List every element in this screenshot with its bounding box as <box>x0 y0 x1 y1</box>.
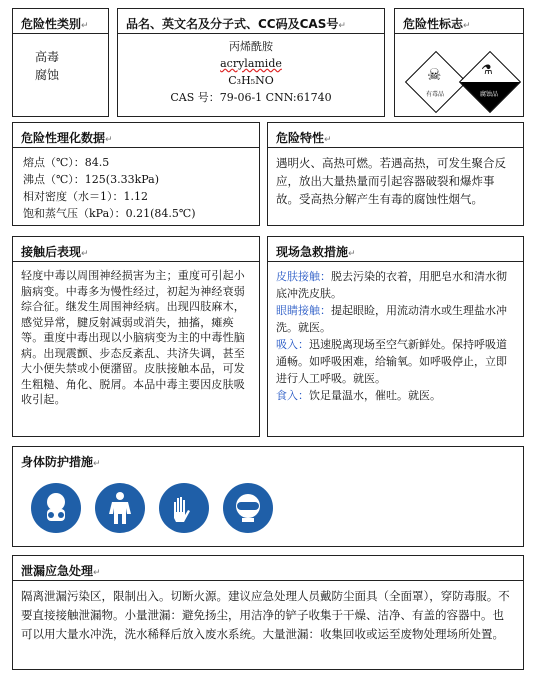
spill-text: 隔离泄漏污染区，限制出入。切断火源。建议应急处理人员戴防尘面具（全面罩），穿防毒服。不要直接接触泄漏物。小量泄漏：避免扬尘，用洁净的铲子收集于干燥、洁净、有盖的容器中。也可以用大量水冲洗，洗水稀释后放入废水系统。大量泄漏：收集回收或运至废物处理场所处置。 <box>21 589 510 641</box>
physchem-box: 危险性理化数据↵ 熔点（℃）：84.5 沸点（℃）：125(3.33kPa) 相对密度（水＝1）：1.12 饱和蒸气压（kPa）：0.21(84.5℃) <box>12 122 260 226</box>
physchem-row: 饱和蒸气压（kPa）：0.21(84.5℃) <box>23 207 196 220</box>
exposure-title: 接触后表现 <box>21 245 82 259</box>
physchem-row: 熔点（℃）：84.5 <box>23 156 110 169</box>
product-box: 品名、英文名及分子式、CC码及CAS号↵ 丙烯酰胺 acrylamide C₃H₅NO CAS 号：79-06-1 CNN:61740 <box>117 8 385 117</box>
first-aid-item: 吸入：迅速脱离现场至空气新鲜处。保持呼吸道通畅。如呼吸困难，给输氧。如呼吸停止，立即进行人工呼吸。就医。 <box>276 338 507 385</box>
product-title: 品名、英文名及分子式、CC码及CAS号 <box>126 17 339 31</box>
hazard-mark-title: 危险性标志 <box>403 17 464 31</box>
hazard-class-box: 危险性类别↵ 高毒 腐蚀 <box>12 8 109 117</box>
corrosive-sign-icon: ⚗ 腐蚀品 <box>459 51 519 111</box>
first-aid-item: 眼睛接触：提起眼睑，用流动清水或生理盐水冲洗。就医。 <box>276 304 507 334</box>
hazard-props-box: 危险特性↵ 遇明火、高热可燃。若遇高热，可发生聚合反应，放出大量热量而引起容器破裂和爆炸事故。受高热分解产生有毒的腐蚀性烟气。 <box>267 122 524 226</box>
physchem-title: 危险性理化数据 <box>21 131 106 145</box>
goggles-icon <box>223 483 273 533</box>
first-aid-label: 吸入： <box>276 338 309 351</box>
gloves-icon <box>159 483 209 533</box>
hazard-mark-box: 危险性标志↵ ☠ 有毒品 ⚗ 腐蚀品 <box>394 8 524 117</box>
protective-suit-icon <box>95 483 145 533</box>
hazard-class-item: 高毒 <box>35 50 60 64</box>
exposure-box: 接触后表现↵ 轻度中毒以周围神经损害为主；重度可引起小脑病变。中毒多为慢性经过，初起为神经衰弱综合征。继发生周围神经病。出现四肢麻木，感觉异常，腱反射减弱或消失，抽搐，瘫痪等。重度中毒出现以小脑病变为主的中毒性脑病。出现震颤、步态反紊乱、共济失调，甚至大小便失禁或小便潴留。皮肤接触本品，可发生粗糙、角化、脱屑。本品中毒主要因皮肤吸收引起。 <box>12 236 260 437</box>
respirator-icon <box>31 483 81 533</box>
toxic-sign-icon: ☠ 有毒品 <box>405 51 465 111</box>
product-name-en: acrylamide <box>220 57 282 70</box>
physchem-row: 沸点（℃）：125(3.33kPa) <box>23 173 160 186</box>
first-aid-box: 现场急救措施↵ 皮肤接触：脱去污染的衣着，用肥皂水和清水彻底冲洗皮肤。 眼睛接触：提起眼睑，用流动清水或生理盐水冲洗。就医。 吸入：迅速脱离现场至空气新鲜处。保持呼吸道通畅。如呼吸困难，给输氧。如呼吸停止，立即进行人工呼吸。就医。 食入：饮足量温水，催吐。就医。 <box>267 236 524 437</box>
first-aid-label: 眼睛接触： <box>276 304 331 317</box>
first-aid-label: 食入： <box>276 389 309 402</box>
ppe-title: 身体防护措施 <box>21 455 94 469</box>
product-name-cn: 丙烯酰胺 <box>229 40 273 53</box>
hazard-class-item: 腐蚀 <box>35 68 60 82</box>
hazard-props-title: 危险特性 <box>276 131 325 145</box>
physchem-row: 相对密度（水＝1）：1.12 <box>23 190 148 203</box>
exposure-text: 轻度中毒以周围神经损害为主；重度可引起小脑病变。中毒多为慢性经过，初起为神经衰弱综合征。继发生周围神经病。出现四肢麻木，感觉异常，腱反射减弱或消失，抽搐，瘫痪等。重度中毒出现以小脑病变为主的中毒性脑病。出现震颤、步态反紊乱、共济失调，甚至大小便失禁或小便潴留。皮肤接触本品，可发生粗糙、角化、脱屑。本品中毒主要因皮肤吸收引起。 <box>21 269 245 406</box>
first-aid-item: 皮肤接触：脱去污染的衣着，用肥皂水和清水彻底冲洗皮肤。 <box>276 270 507 300</box>
hazard-props-text: 遇明火、高热可燃。若遇高热，可发生聚合反应，放出大量热量而引起容器破裂和爆炸事故。受高热分解产生有毒的腐蚀性烟气。 <box>276 156 506 206</box>
hazard-class-title: 危险性类别 <box>21 17 82 31</box>
spill-title: 泄漏应急处理 <box>21 564 94 578</box>
spill-box: 泄漏应急处理↵ 隔离泄漏污染区，限制出入。切断火源。建议应急处理人员戴防尘面具（全面罩），穿防毒服。不要直接接触泄漏物。小量泄漏：避免扬尘，用洁净的铲子收集于干燥、洁净、有盖的容器中。也可以用大量水冲洗，洗水稀释后放入废水系统。大量泄漏：收集回收或运至废物处理场所处置。 <box>12 555 524 670</box>
first-aid-title: 现场急救措施 <box>276 245 349 259</box>
product-formula: C₃H₅NO <box>228 74 274 87</box>
ppe-box: 身体防护措施↵ <box>12 446 524 547</box>
first-aid-item: 食入：饮足量温水，催吐。就医。 <box>276 389 441 402</box>
first-aid-label: 皮肤接触： <box>276 270 331 283</box>
product-cas: CAS 号：79-06-1 CNN:61740 <box>170 91 332 104</box>
